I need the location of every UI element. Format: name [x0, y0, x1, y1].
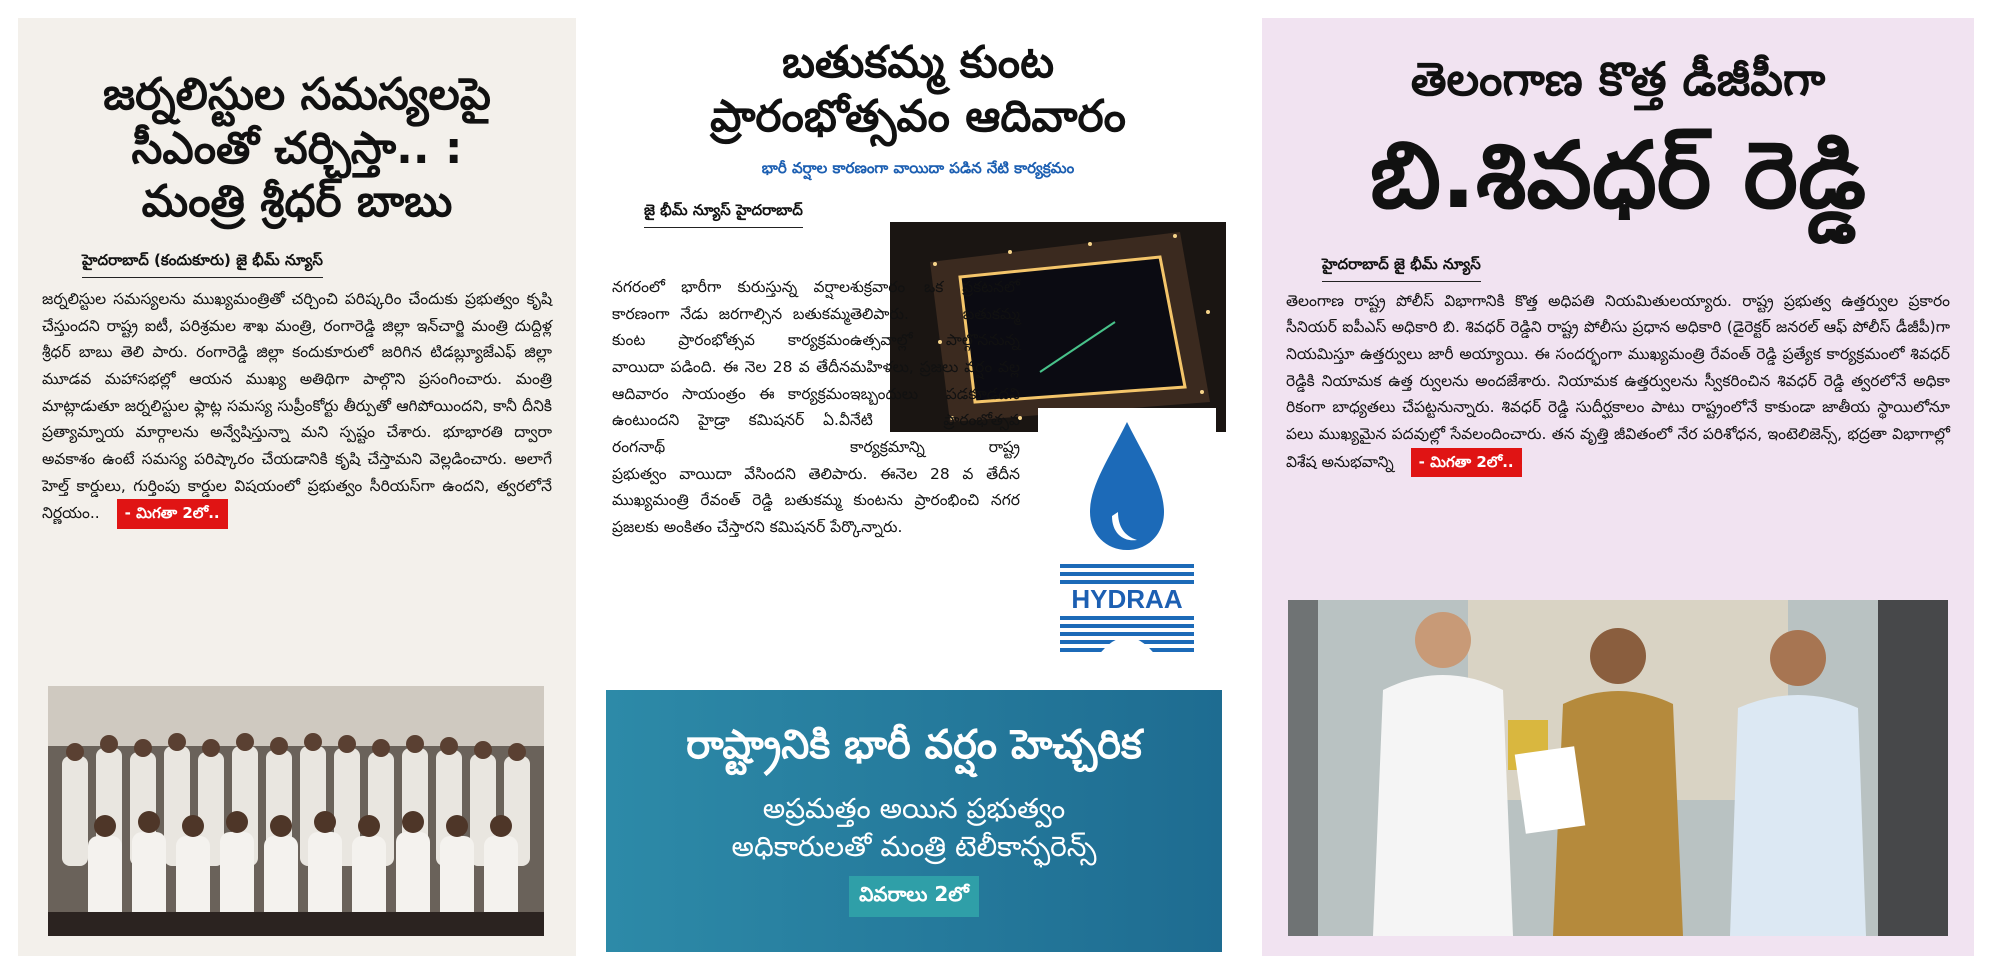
story-journalists — [18, 18, 576, 956]
article-body: నగరంలో భారీగా కురుస్తున్న వర్షాల కారణంగా నేడు జరగాల్సిన బతుకమ్మ కుంట ప్రారంభోత్సవ కార్యక్రమం వాయిదా పడింది. ఈ నెల 28 వ తేదీన ఆదివారం సాయంత్రం ఈ కార్యక్రమం ఉంటుందని హైడ్రా కమిషనర్ ఏ.వీ రంగనాథ్ శుక్రవారం ఒక ప్రకటనలో తెలిపారు. బతుకమ్మ ఉత్సవాల్లో పాల్గొననున్న మహిళలు, ప్రజలు వర్షం వల్ల ఇబ్బందులు పడకూడదని నేటి ప్రారంభోత్సవ కార్యక్రమాన్ని రాష్ట్ర ప్రభుత్వం వాయిదా వేసిందని తెలిపారు. ఈనెల 28 వ తేదీన ముఖ్యమంత్రి రేవంత్ రెడ్డి బతుకమ్మ కుంటను ప్రారంభించి నగర ప్రజలకు అంకితం చేస్తారని కమిషనర్ పేర్కొన్నారు. — [612, 278, 1020, 536]
headline-journalists: జర్నలిస్టుల సమస్యలపై సీఎంతో చర్చిస్తా.. : మంత్రి శ్రీధర్ బాబు — [103, 69, 491, 228]
article-body: తెలంగాణ రాష్ట్ర పోలీస్ విభాగానికి కొత్త అధిపతి నియమితులయ్యారు. రాష్ట్ర ప్రభుత్వ ఉత్తర్వుల ప్రకారం సీనియర్ ఐపీఎస్ అధికారి బి. శివధర్ రెడ్డిని రాష్ట్ర పోలీసు ప్రధాన అధికారి (డైరెక్టర్ జనరల్ ఆఫ్ పోలీస్ డీజీపీ)గా నియమిస్తూ ఉత్తర్వులు జారీ అయ్యాయి. ఈ సందర్భంగా ముఖ్యమంత్రి రేవంత్ రెడ్డి ప్రత్యేక కార్యక్రమంలో శివధర్ రెడ్డికి నియామక ఉత్త ర్వులను అందజేశారు. నియామక ఉత్తర్వులను స్వీకరించిన శివధర్ రెడ్డి త్వరలోనే అధికా రికంగా బాధ్యతలు చేపట్టనున్నారు. శివధర్ రెడ్డి సుదీర్ఘకాలం పాటు రాష్ట్రంలోనే కాకుండా జాతీయ స్థాయిలోనూ పలు ముఖ్యమైన పదవుల్లో సేవలందించారు. తన వృత్తి జీవితంలో నేర పరిశోధన, ఇంటెలిజెన్స్, భద్రతా విభాగాల్లో విశేష అనుభవాన్ని - మిగతా 2లో.. — [1286, 288, 1950, 478]
rain-warning-banner — [606, 690, 1222, 952]
headline-bathukamma: బతుకమ్మ కుంట ప్రారంభోత్సవం ఆదివారం — [710, 37, 1126, 142]
water-drop-icon — [1038, 408, 1216, 664]
dateline: హైదరాబాద్ (కందుకూరు) జై భీమ్ న్యూస్ — [82, 251, 323, 278]
group-photo — [48, 686, 544, 936]
group-photo-illustration — [48, 686, 544, 936]
logo-wordmark: HYDRAA — [1071, 584, 1183, 614]
dateline: హైదరాబాద్ జై భీమ్ న్యూస్ — [1322, 255, 1481, 282]
dateline: జై భీమ్ న్యూస్ హైదరాబాద్ — [644, 201, 803, 228]
story-new-dgp — [1262, 18, 1974, 956]
subheadline: భారీ వర్షాల కారణంగా వాయిదా పడిన నేటి కార్యక్రమం — [761, 159, 1075, 178]
headline-dgp-name: బి.శివధర్ రెడ్డి — [1369, 122, 1867, 229]
banner-title: రాష్ట్రానికి భారీ వర్షం హెచ్చరిక — [686, 722, 1142, 768]
details-button[interactable]: వివరాలు 2లో — [849, 876, 979, 917]
banner-subtitle: అప్రమత్తం అయిన ప్రభుత్వం అధికారులతో మంత్రి టెలీకాన్ఫరెన్స్ — [731, 792, 1097, 864]
handover-photo-illustration — [1288, 600, 1948, 936]
article-body: జర్నలిస్టుల సమస్యలను ముఖ్యమంత్రితో చర్చించి పరిష్కరిం చేందుకు ప్రభుత్వం కృషి చేస్తుందని రాష్ట్ర ఐటీ, పరిశ్రమల శాఖ మంత్రి, రంగారెడ్డి జిల్లా ఇన్‌చార్జి మంత్రి దుద్దిళ్ల శ్రీధర్ బాబు తెలి పారు. రంగారెడ్డి జిల్లా కందుకూరులో జరిగిన టిడబ్ల్యూజేఎఫ్ జిల్లా మూడవ మహాసభల్లో ఆయన ముఖ్య అతిథిగా పాల్గొని ప్రసంగించారు. మంత్రి మాట్లాడుతూ జర్నలిస్టుల ఫ్లాట్ల సమస్య సుప్రీంకోర్టు తీర్పుతో ఆగిపోయిందని, కానీ దీనికి ప్రత్యామ్నాయ మార్గాలను అన్వేషిస్తున్నా మని స్పష్టం చేశారు. భూభారతి ద్వారా అవకాశం ఉంటే సమస్య పరిష్కారం చేయడానికి కృషి చేస్తామని వెల్లడించారు. అలాగే హెల్త్ కార్డులు, గుర్తింపు కార్డుల విషయంలో ప్రభుత్వం సీరియస్‌గా ఉందని, త్వరలోనే నిర్ణయం.. - మిగతా 2లో.. — [42, 286, 552, 529]
story-bathukamma — [598, 18, 1238, 956]
continued-badge[interactable]: - మిగతా 2లో.. — [1411, 448, 1522, 478]
handover-photo — [1288, 600, 1948, 936]
continued-badge[interactable]: - మిగతా 2లో.. — [117, 499, 228, 529]
headline-kicker: తెలంగాణ కొత్త డీజీపీగా — [1410, 52, 1826, 106]
hydraa-logo — [1038, 408, 1216, 664]
